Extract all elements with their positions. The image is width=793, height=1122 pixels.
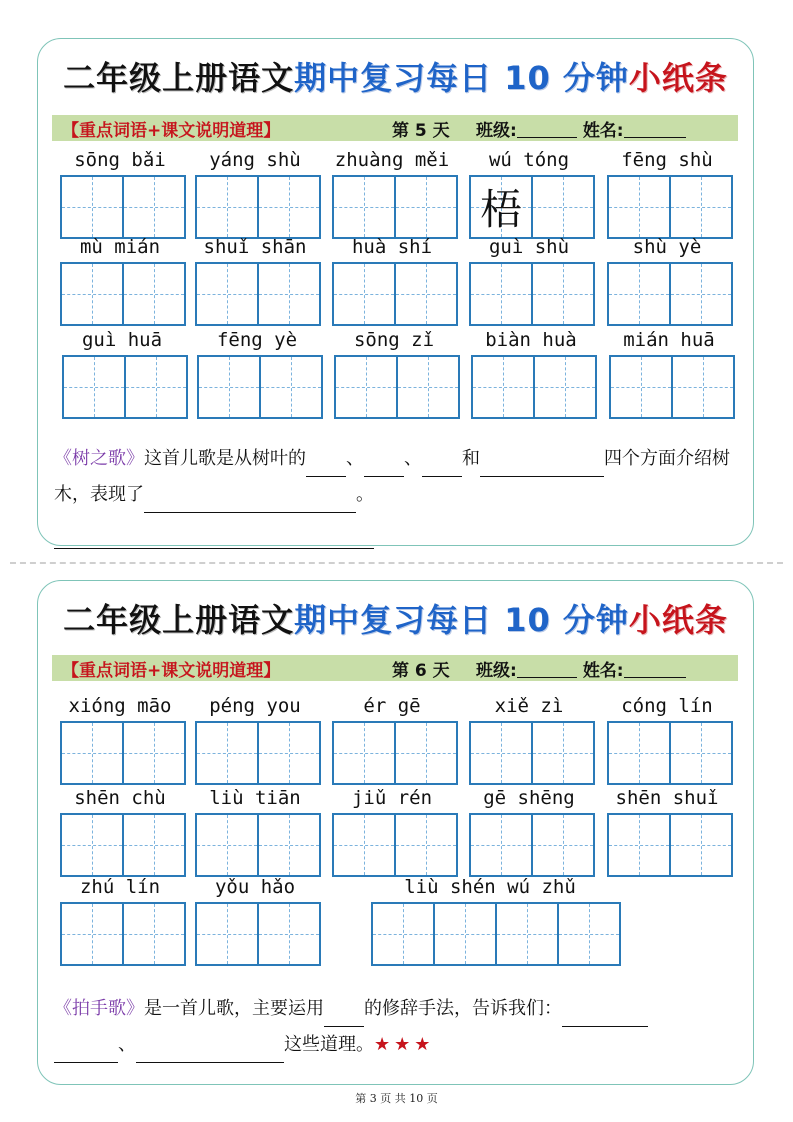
pinyin: liù tiān bbox=[209, 787, 301, 809]
writing-cell[interactable] bbox=[60, 262, 124, 326]
difficulty-stars: ★★★ bbox=[374, 1034, 435, 1055]
worksheet-card-day5 bbox=[37, 38, 754, 546]
book-title: 《树之歌》 bbox=[54, 448, 144, 469]
writing-cell[interactable] bbox=[332, 721, 396, 785]
writing-cell[interactable] bbox=[531, 721, 595, 785]
pinyin: xióng māo bbox=[68, 695, 172, 717]
writing-cell[interactable] bbox=[257, 175, 321, 239]
worksheet-card-day6 bbox=[37, 580, 754, 1085]
writing-cell[interactable] bbox=[394, 175, 458, 239]
writing-cell[interactable] bbox=[671, 355, 735, 419]
pinyin: huà shí bbox=[351, 236, 433, 258]
answer-blank[interactable] bbox=[324, 1008, 364, 1027]
writing-cell[interactable] bbox=[122, 262, 186, 326]
writing-cell[interactable] bbox=[332, 813, 396, 877]
pinyin: zhuàng měi bbox=[334, 149, 450, 171]
pinyin: fēng shù bbox=[621, 149, 713, 171]
topic-bar bbox=[52, 115, 738, 141]
writing-cell[interactable] bbox=[371, 902, 435, 966]
topic-label: 【重点词语+课文说明道理】 bbox=[62, 120, 281, 141]
writing-cell[interactable] bbox=[394, 262, 458, 326]
writing-cell[interactable] bbox=[609, 355, 673, 419]
writing-cell[interactable] bbox=[607, 721, 671, 785]
pinyin: guì shù bbox=[488, 236, 570, 258]
pinyin: mián huā bbox=[623, 329, 715, 351]
name-label: 姓名: bbox=[582, 120, 624, 141]
pinyin: ér gē bbox=[363, 695, 421, 717]
writing-cell[interactable] bbox=[531, 813, 595, 877]
class-label: 班级: bbox=[476, 120, 517, 141]
name-label: 姓名: bbox=[582, 660, 624, 681]
writing-cell[interactable] bbox=[469, 262, 533, 326]
writing-cell[interactable] bbox=[60, 902, 124, 966]
pinyin: xiě zì bbox=[494, 695, 564, 717]
writing-cell[interactable] bbox=[469, 721, 533, 785]
topic-bar bbox=[52, 655, 738, 681]
writing-cell[interactable] bbox=[669, 262, 733, 326]
writing-cell[interactable] bbox=[607, 262, 671, 326]
writing-cell[interactable] bbox=[195, 721, 259, 785]
day-label: 第 5 天 bbox=[392, 120, 450, 141]
name-blank[interactable] bbox=[624, 119, 686, 138]
pinyin: cóng lín bbox=[621, 695, 713, 717]
writing-cell[interactable] bbox=[669, 721, 733, 785]
page-number: 第 3 页 共 10 页 bbox=[355, 1092, 438, 1105]
pinyin: yáng shù bbox=[209, 149, 301, 171]
writing-cell[interactable] bbox=[533, 355, 597, 419]
pinyin: gē shēng bbox=[483, 787, 575, 809]
writing-cell[interactable] bbox=[669, 175, 733, 239]
writing-cell[interactable] bbox=[396, 355, 460, 419]
writing-cell[interactable] bbox=[257, 902, 321, 966]
card-title: 二年级上册语文期中复习每日 10 分钟小纸条 bbox=[63, 601, 728, 639]
pinyin: shēn chù bbox=[74, 787, 166, 809]
writing-cell[interactable] bbox=[394, 721, 458, 785]
writing-cell[interactable] bbox=[62, 355, 126, 419]
writing-cell[interactable] bbox=[195, 813, 259, 877]
class-blank[interactable] bbox=[517, 119, 577, 138]
writing-cell[interactable] bbox=[531, 262, 595, 326]
pinyin: shuǐ shān bbox=[203, 236, 307, 258]
question-paragraph: 《拍手歌》是一首儿歌，主要运用 的修辞手法，告诉我们： 、 这些道理。★★★ bbox=[54, 991, 740, 1063]
answer-blank[interactable] bbox=[364, 458, 404, 477]
card-title: 二年级上册语文期中复习每日 10 分钟小纸条 bbox=[63, 59, 728, 97]
writing-cell[interactable] bbox=[122, 813, 186, 877]
pinyin: biàn huà bbox=[485, 329, 577, 351]
writing-cell[interactable] bbox=[60, 721, 124, 785]
writing-cell[interactable] bbox=[332, 262, 396, 326]
name-blank[interactable] bbox=[624, 659, 686, 678]
topic-label: 【重点词语+课文说明道理】 bbox=[62, 660, 281, 681]
pinyin: shù yè bbox=[632, 236, 702, 258]
writing-cell[interactable] bbox=[195, 175, 259, 239]
pinyin: yǒu hǎo bbox=[214, 876, 296, 898]
writing-cell[interactable] bbox=[195, 262, 259, 326]
pinyin: wú tóng bbox=[488, 149, 570, 171]
writing-cell[interactable] bbox=[495, 902, 559, 966]
writing-cell[interactable] bbox=[607, 175, 671, 239]
writing-cell[interactable] bbox=[531, 175, 595, 239]
day-label: 第 6 天 bbox=[392, 660, 450, 681]
pinyin: liù shén wú zhǔ bbox=[404, 876, 576, 898]
pinyin: sōng bǎi bbox=[74, 149, 166, 171]
writing-cell[interactable] bbox=[195, 902, 259, 966]
writing-cell[interactable] bbox=[257, 262, 321, 326]
writing-cell[interactable] bbox=[469, 813, 533, 877]
pinyin: fēng yè bbox=[216, 329, 298, 351]
pinyin: mù mián bbox=[79, 236, 161, 258]
class-blank[interactable] bbox=[517, 659, 577, 678]
writing-cell[interactable] bbox=[122, 175, 186, 239]
answer-blank[interactable] bbox=[54, 1044, 118, 1063]
writing-cell[interactable] bbox=[60, 813, 124, 877]
answer-blank[interactable] bbox=[136, 1044, 284, 1063]
book-title: 《拍手歌》 bbox=[54, 998, 144, 1019]
writing-cell[interactable] bbox=[332, 175, 396, 239]
class-label: 班级: bbox=[476, 660, 517, 681]
writing-cell[interactable] bbox=[122, 902, 186, 966]
writing-cell[interactable] bbox=[124, 355, 188, 419]
pinyin: shēn shuǐ bbox=[615, 787, 719, 809]
pinyin: guì huā bbox=[81, 329, 163, 351]
writing-cell[interactable] bbox=[197, 355, 261, 419]
writing-cell[interactable] bbox=[60, 175, 124, 239]
answer-blank[interactable] bbox=[480, 458, 604, 477]
answer-blank[interactable] bbox=[422, 458, 462, 477]
answer-blank[interactable] bbox=[144, 494, 356, 513]
writing-cell[interactable] bbox=[257, 721, 321, 785]
writing-cell[interactable] bbox=[607, 813, 671, 877]
writing-cell[interactable] bbox=[394, 813, 458, 877]
writing-cell[interactable]: 梧 bbox=[469, 175, 533, 239]
pinyin: péng you bbox=[209, 695, 301, 717]
answer-blank[interactable] bbox=[306, 458, 346, 477]
writing-cell[interactable] bbox=[334, 355, 398, 419]
question-paragraph: 《树之歌》这首儿歌是从树叶的 、 、 和 四个方面介绍树木，表现了 。 bbox=[54, 441, 740, 549]
cut-line bbox=[10, 562, 783, 564]
writing-cell[interactable] bbox=[471, 355, 535, 419]
pinyin: zhú lín bbox=[79, 876, 161, 898]
pinyin: sōng zǐ bbox=[353, 329, 435, 351]
writing-cell[interactable] bbox=[259, 355, 323, 419]
writing-cell[interactable] bbox=[433, 902, 497, 966]
writing-cell[interactable] bbox=[669, 813, 733, 877]
writing-cell[interactable] bbox=[557, 902, 621, 966]
writing-cell[interactable] bbox=[257, 813, 321, 877]
writing-cell[interactable] bbox=[122, 721, 186, 785]
answer-blank[interactable] bbox=[562, 1008, 648, 1027]
pinyin: jiǔ rén bbox=[351, 787, 433, 809]
answer-blank[interactable] bbox=[54, 530, 374, 549]
